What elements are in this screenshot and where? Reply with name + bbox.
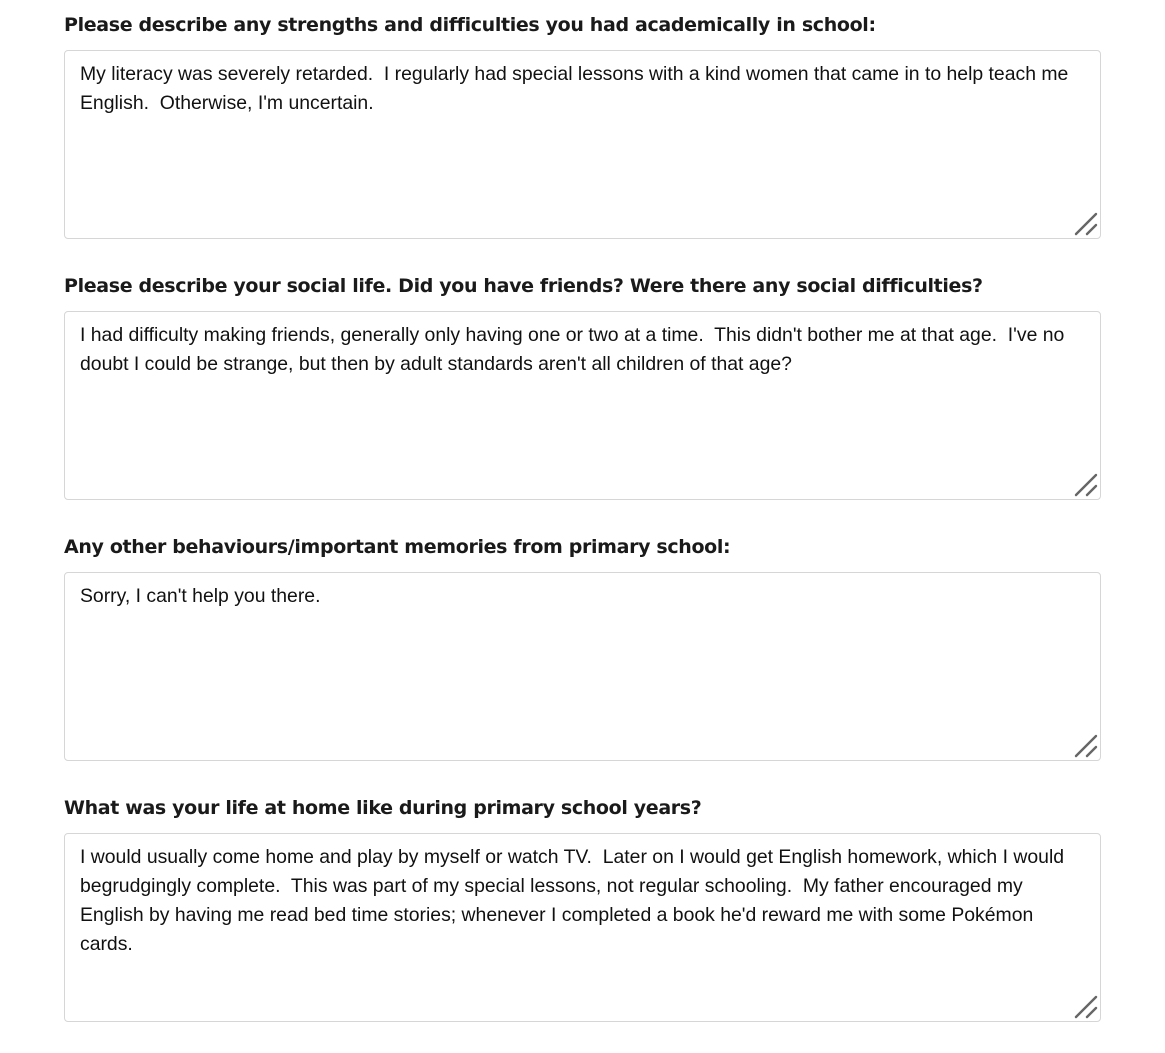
resize-grip-icon[interactable] — [1074, 212, 1098, 236]
question-label: Any other behaviours/important memories from primary school: — [64, 536, 731, 558]
question-label: Please describe your social life. Did you have friends? Were there any social difficulties? — [64, 275, 983, 297]
question-social — [64, 261, 1103, 522]
question-memories — [64, 522, 1103, 783]
answer-textarea[interactable] — [64, 833, 1101, 1022]
answer-text[interactable]: I would usually come home and play by myself or watch TV. Later on I would get English homework, which I would begrudgingly complete. This was part of my special lessons, not regular schooling. My father encouraged my English by having me read bed time stories; whenever I completed a book he'd reward me with some Pokémon cards. — [80, 846, 1070, 955]
answer-textarea[interactable] — [64, 50, 1101, 239]
question-label: What was your life at home like during primary school years? — [64, 797, 702, 819]
question-academic — [64, 0, 1103, 261]
answer-textarea[interactable] — [64, 572, 1101, 761]
question-home-life — [64, 783, 1103, 1044]
questionnaire-form — [64, 0, 1103, 1044]
question-label: Please describe any strengths and difficulties you had academically in school: — [64, 14, 876, 36]
answer-text[interactable]: My literacy was severely retarded. I regularly had special lessons with a kind women that came in to help teach me English. Otherwise, I'm uncertain. — [80, 63, 1074, 114]
answer-textarea[interactable] — [64, 311, 1101, 500]
resize-grip-icon[interactable] — [1074, 995, 1098, 1019]
answer-text[interactable]: Sorry, I can't help you there. — [80, 585, 321, 607]
resize-grip-icon[interactable] — [1074, 734, 1098, 758]
resize-grip-icon[interactable] — [1074, 473, 1098, 497]
answer-text[interactable]: I had difficulty making friends, generally only having one or two at a time. This didn't bother me at that age. I've no doubt I could be strange, but then by adult standards aren't all children of that age? — [80, 324, 1070, 375]
